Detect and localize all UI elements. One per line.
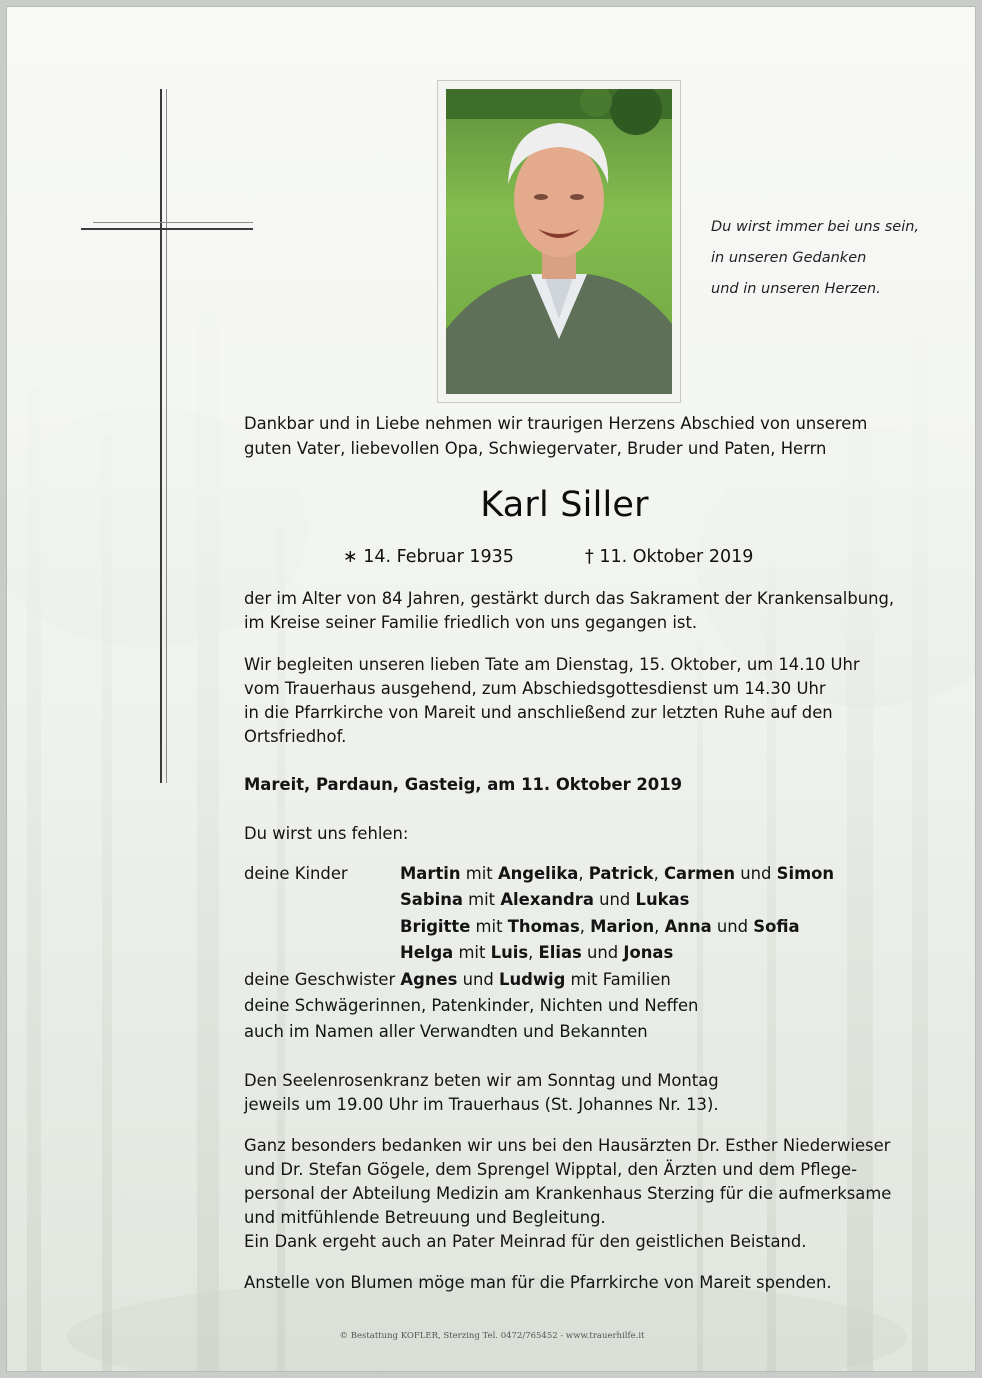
connector: , — [654, 917, 665, 936]
passing-line: im Kreise seiner Familie friedlich von uns gegangen ist. — [244, 613, 698, 632]
memorial-quote — [711, 212, 919, 305]
intro-line: Dankbar und in Liebe nehmen wir traurigen Herzens Abschied von unserem — [244, 414, 868, 433]
child-name: Sabina — [400, 890, 463, 909]
funeral-line: vom Trauerhaus ausgehend, zum Abschiedsgottesdienst um 14.30 Uhr — [244, 679, 826, 698]
intro-line: guten Vater, liebevollen Opa, Schwiegervater, Bruder und Paten, Herrn — [244, 439, 827, 458]
list-item — [400, 941, 673, 966]
child-name: Brigitte — [400, 917, 471, 936]
grandchild-name: Jonas — [623, 943, 674, 962]
grandchild-name: Patrick — [588, 864, 654, 883]
thanks-line: Ganz besonders bedanken wir uns bei den Hausärzten Dr. Esther Niederwieser — [244, 1136, 891, 1155]
siblings-label: deine Geschwister — [244, 970, 401, 989]
children-label: deine Kinder — [244, 864, 348, 883]
flowers-note: Anstelle von Blumen möge man für die Pfarrkirche von Mareit spenden. — [244, 1273, 832, 1292]
quote-line: und in unseren Herzen. — [711, 281, 881, 297]
funeral-line: Ortsfriedhof. — [244, 727, 347, 746]
grandchild-name: Lukas — [635, 890, 690, 909]
birth-date: ∗ 14. Februar 1935 — [343, 547, 514, 567]
grandchild-name: Elias — [538, 943, 582, 962]
connector: und — [711, 917, 754, 936]
child-name: Martin — [400, 864, 461, 883]
sibling-name: Ludwig — [499, 970, 566, 989]
connector: mit — [470, 917, 508, 936]
death-date: † 11. Oktober 2019 — [585, 547, 754, 567]
partner-name: Thomas — [507, 917, 580, 936]
grandchild-name: Alexandra — [500, 890, 594, 909]
funeral-line: in die Pfarrkirche von Mareit und anschließend zur letzten Ruhe auf den — [244, 703, 833, 722]
partner-name: Angelika — [497, 864, 579, 883]
portrait-frame — [437, 80, 681, 403]
sibling-name: Agnes — [400, 970, 458, 989]
connector: , — [578, 864, 589, 883]
connector: und — [735, 864, 777, 883]
missed-heading: Du wirst uns fehlen: — [244, 824, 409, 843]
obituary-card — [6, 6, 976, 1372]
thanks-line: Ein Dank ergeht auch an Pater Meinrad für den geistlichen Beistand. — [244, 1232, 807, 1251]
grandchild-name: Marion — [590, 917, 655, 936]
rosary-line: jeweils um 19.00 Uhr im Trauerhaus (St. Johannes Nr. 13). — [244, 1095, 719, 1114]
connector: mit — [462, 890, 501, 909]
passing-line: der im Alter von 84 Jahren, gestärkt durch das Sakrament der Krankensalbung, — [244, 589, 895, 608]
place-date: Mareit, Pardaun, Gasteig, am 11. Oktober 2019 — [244, 775, 683, 794]
relatives-line: deine Schwägerinnen, Patenkinder, Nichten und Neffen — [244, 996, 699, 1015]
grandchild-name: Carmen — [664, 864, 736, 883]
thanks-line: und mitfühlende Betreuung und Begleitung. — [244, 1208, 606, 1227]
connector: und — [593, 890, 636, 909]
portrait-photo — [446, 89, 672, 394]
connector: und — [457, 970, 499, 989]
grandchild-name: Simon — [776, 864, 835, 883]
connector: , — [653, 864, 664, 883]
list-item — [400, 862, 834, 887]
connector: mit — [460, 864, 498, 883]
grandchild-name: Anna — [664, 917, 712, 936]
relatives-line: auch im Namen aller Verwandten und Bekannten — [244, 1022, 648, 1041]
cross-icon — [81, 89, 253, 783]
thanks-line: und Dr. Stefan Gögele, dem Sprengel Wipptal, den Ärzten und dem Pflege- — [244, 1160, 857, 1179]
partner-name: Luis — [490, 943, 529, 962]
connector: und — [581, 943, 624, 962]
connector: mit — [453, 943, 491, 962]
funeral-line: Wir begleiten unseren lieben Tate am Dienstag, 15. Oktober, um 14.10 Uhr — [244, 655, 860, 674]
connector: , — [528, 943, 539, 962]
quote-line: Du wirst immer bei uns sein, — [711, 219, 920, 235]
grandchild-name: Sofia — [753, 917, 800, 936]
rosary-line: Den Seelenrosenkranz beten wir am Sonntag und Montag — [244, 1071, 719, 1090]
list-item — [400, 915, 800, 940]
connector: , — [579, 917, 591, 936]
siblings-line — [244, 968, 671, 993]
deceased-name: Karl Siller — [480, 485, 649, 525]
list-item — [400, 888, 689, 913]
thanks-line: personal der Abteilung Medizin am Krankenhaus Sterzing für die aufmerksame — [244, 1184, 892, 1203]
child-name: Helga — [400, 943, 454, 962]
connector: mit Familien — [565, 970, 671, 989]
footer-credit: © Bestattung KOFLER, Sterzing Tel. 0472/765452 - www.trauerhilfe.it — [339, 1331, 645, 1341]
quote-line: in unseren Gedanken — [711, 250, 867, 266]
